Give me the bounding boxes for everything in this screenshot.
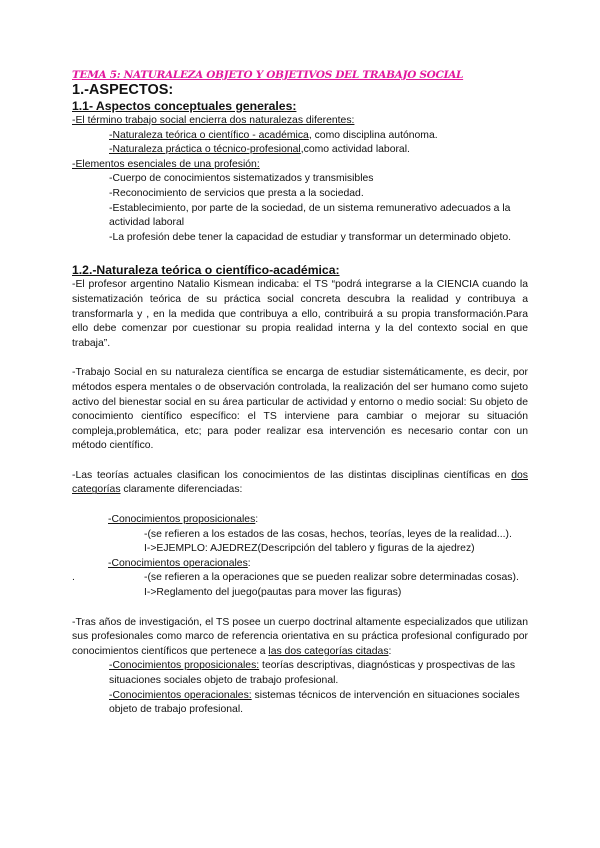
category-operational-example: I->Reglamento del juego(pautas para mover las figuras) bbox=[144, 587, 402, 599]
subheading-naturaleza-teorica: 1.2.-Naturaleza teórica o científico-académica: bbox=[72, 263, 340, 278]
document-title: TEMA 5: NATURALEZA OBJETO Y OBJETIVOS DEL TRABAJO SOCIAL bbox=[72, 69, 464, 81]
paragraph-kismean: -El profesor argentino Natalio Kismean indicaba: el TS “podrá integrarse a la CIENCIA cuando la sistematización teórica de su práctica social concreta descubra la realidad y contribuya a transformarla y , en la medida que contribuya a ello, contribuirá a su propia transformación.Para ello debe comenzar por cuestionar su propia realidad interna y la del contexto social en que trabaja”. bbox=[72, 279, 528, 349]
section-heading-aspectos: 1.-ASPECTOS: bbox=[72, 82, 174, 98]
document-page bbox=[72, 68, 528, 718]
final-item-propositional: -Conocimientos proposicionales: teorías descriptivas, diagnósticas y prospectivas de las situaciones sociales objeto de trabajo profesional. bbox=[109, 660, 516, 686]
paragraph-doctrinal-body: -Tras años de investigación, el TS posee un cuerpo doctrinal altamente especializados que utilizan sus profesionales como marco de referencia orientativa en su práctica profesional configurado por conocimientos científicos que pertenece a las dos categorías citadas: bbox=[72, 616, 528, 657]
element-item: -La profesión debe tener la capacidad de estudiar y transformar un determinado objeto. bbox=[109, 231, 512, 243]
category-operational-desc: -(se refieren a la operaciones que se pueden realizar sobre determinadas cosas). bbox=[144, 572, 519, 584]
category-operational-desc-row bbox=[72, 571, 528, 586]
paragraph-scientific-nature: -Trabajo Social en su naturaleza científica se encarga de estudiar sistemáticamente, es decir, por métodos espera mentales o de observación controlada, la realización del ser humano como sujeto activo del bienestar social en su área particular de actividad y entorno o medio social: Su objeto de conocimiento científico específico: el TS interviene para cambiar o mejorar su situación compleja,problemática, etc; para poder realizar esa intervención es necesario contar con un método científico. bbox=[72, 367, 528, 452]
nature-item-theoretical: -Naturaleza teórica o científico - académica, como disciplina autónoma. bbox=[109, 129, 438, 141]
stray-dot: . bbox=[72, 572, 75, 584]
final-item-operational: -Conocimientos operacionales: sistemas técnicos de intervención en situaciones sociales objeto de trabajo profesional. bbox=[109, 689, 520, 716]
element-item: -Reconocimiento de servicios que presta a la sociedad. bbox=[109, 187, 364, 199]
term-intro: -El término trabajo social encierra dos naturalezas diferentes: bbox=[72, 115, 355, 126]
subheading-aspectos-conceptuales: 1.1- Aspectos conceptuales generales: bbox=[72, 99, 297, 113]
category-propositional-label: -Conocimientos proposicionales: bbox=[108, 514, 259, 526]
nature-item-practical: -Naturaleza práctica o técnico-profesional,como actividad laboral. bbox=[109, 144, 410, 156]
element-item: -Establecimiento, por parte de la sociedad, de un sistema remunerativo adecuados a la actividad laboral bbox=[109, 202, 511, 229]
category-propositional-example: I->EJEMPLO: AJEDREZ(Descripción del tablero y figuras de la ajedrez) bbox=[144, 543, 475, 555]
category-propositional-desc: -(se refieren a los estados de las cosas, hechos, teorías, leyes de la realidad...). bbox=[144, 528, 512, 540]
category-operational-label: -Conocimientos operacionales: bbox=[108, 557, 251, 569]
paragraph-categories: -Las teorías actuales clasifican los conocimientos de las distintas disciplinas científicas en dos categorías claramente diferenciadas: bbox=[72, 469, 528, 496]
elements-intro: -Elementos esenciales de una profesión: bbox=[72, 158, 260, 170]
element-item: -Cuerpo de conocimientos sistematizados y transmisibles bbox=[109, 173, 374, 185]
